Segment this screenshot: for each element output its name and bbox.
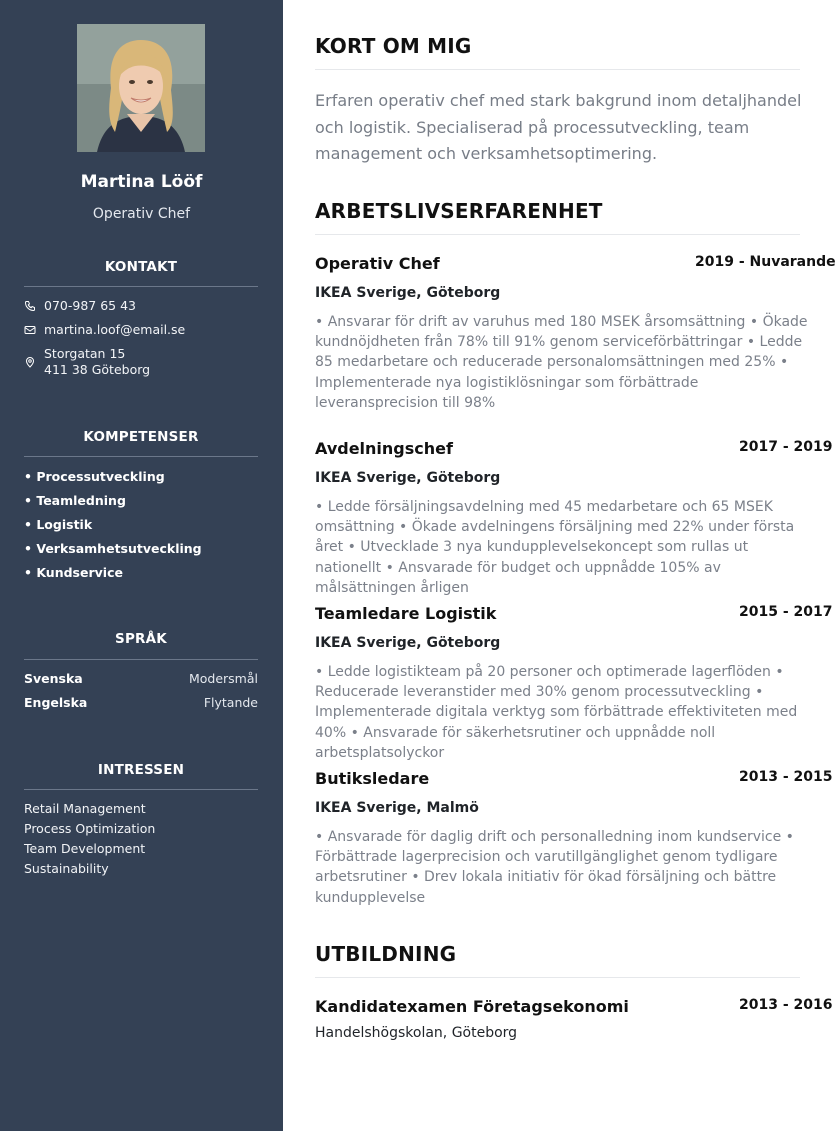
education-degree: Kandidatexamen Företagsekonomi	[315, 997, 629, 1016]
job-description: • Ledde logistikteam på 20 personer och optimerade lagerflöden • Reducerade leveranstider med 30% genom processutveckling • Implementerade digitala verktyg som förbättrade effektiviteten med 40% • Ansvarade för säkerhetsrutiner och uppnådde noll arbetsplatsolyckor	[315, 664, 798, 761]
summary-divider	[315, 69, 800, 70]
language-row	[24, 695, 258, 711]
skill-item: • Kundservice	[24, 565, 123, 580]
mail-icon	[24, 324, 36, 336]
contact-divider	[24, 286, 258, 287]
phone-icon	[24, 300, 36, 312]
skill-item: • Teamledning	[24, 493, 126, 508]
education-heading: UTBILDNING	[315, 942, 457, 966]
contact-heading: KONTAKT	[104, 259, 178, 275]
interests-heading: INTRESSEN	[97, 762, 185, 778]
education-school: Handelshögskolan, Göteborg	[315, 1025, 518, 1041]
language-level: Modersmål	[188, 671, 258, 686]
skill-item: • Logistik	[24, 517, 93, 532]
job-company: IKEA Sverige, Göteborg	[315, 470, 501, 486]
job-description: • Ledde försäljningsavdelning med 45 medarbetare och 65 MSEK omsättning • Ökade avdelningens försäljning med 22% under första året • Utvecklade 3 nya kundupplevelsekoncept som rullas ut nationellt • Ansvarade för budget och uppnådde 105% av målsättningen årligen	[315, 499, 795, 596]
address-line-1: Storgatan 15	[44, 346, 126, 361]
person-name: Martina Lööf	[80, 172, 203, 192]
summary-heading: KORT OM MIG	[315, 34, 472, 58]
experience-heading: ARBETSLIVSERFARENHET	[315, 199, 603, 223]
language-name: Svenska	[24, 671, 83, 686]
job-dates: 2015 - 2017	[739, 604, 833, 620]
skills-divider	[24, 456, 258, 457]
languages-divider	[24, 659, 258, 660]
interest-item: Process Optimization	[24, 821, 156, 836]
profile-photo	[77, 24, 205, 152]
interest-item: Sustainability	[24, 861, 109, 876]
person-role: Operativ Chef	[92, 206, 191, 222]
job-title: Operativ Chef	[315, 254, 440, 273]
job-description: • Ansvarar för drift av varuhus med 180 MSEK årsomsättning • Ökade kundnöjdheten från 78% till 91% genom serviceförbättringar • Ledde 85 medarbetare och reducerade personalomsättningen med 25% • Implementerade nya logistiklösningar som förbättrade leveransprecision till 98%	[315, 314, 808, 411]
skill-item: • Verksamhetsutveckling	[24, 541, 202, 556]
education-dates: 2013 - 2016	[739, 997, 833, 1013]
education-divider	[315, 977, 800, 978]
job-title: Teamledare Logistik	[315, 604, 497, 623]
skills-heading: KOMPETENSER	[83, 429, 199, 445]
interests-divider	[24, 789, 258, 790]
language-level: Flytande	[203, 695, 258, 710]
location-pin-icon	[24, 356, 36, 368]
address-line-2: 411 38 Göteborg	[44, 362, 151, 377]
language-row	[24, 671, 258, 687]
language-name: Engelska	[24, 695, 88, 710]
job-company: IKEA Sverige, Malmö	[315, 800, 479, 816]
summary-text: Erfaren operativ chef med stark bakgrund inom detaljhandel och logistik. Specialiserad på processutveckling, team management och verksamhetsoptimering.	[315, 91, 802, 163]
job-company: IKEA Sverige, Göteborg	[315, 285, 501, 301]
phone-text: 070-987 65 43	[44, 298, 136, 313]
job-dates: 2013 - 2015	[739, 769, 833, 785]
email-text: martina.loof@email.se	[44, 322, 186, 337]
interest-item: Team Development	[24, 841, 146, 856]
interest-item: Retail Management	[24, 801, 146, 816]
job-dates: 2017 - 2019	[739, 439, 833, 455]
experience-divider	[315, 234, 800, 235]
profile-photo-illustration	[77, 24, 205, 152]
sidebar	[0, 0, 283, 1131]
job-title: Avdelningschef	[315, 439, 453, 458]
job-description: • Ansvarade för daglig drift och personalledning inom kundservice • Förbättrade lagerprecision och varutillgänglighet genom tydligare arbetsrutiner • Drev lokala initiativ för ökad försäljning och bättre kundupplevelse	[315, 829, 794, 906]
job-company: IKEA Sverige, Göteborg	[315, 635, 501, 651]
skill-item: • Processutveckling	[24, 469, 165, 484]
languages-heading: SPRÅK	[115, 631, 167, 647]
job-title: Butiksledare	[315, 769, 430, 788]
job-dates: 2019 - Nuvarande	[695, 254, 836, 270]
